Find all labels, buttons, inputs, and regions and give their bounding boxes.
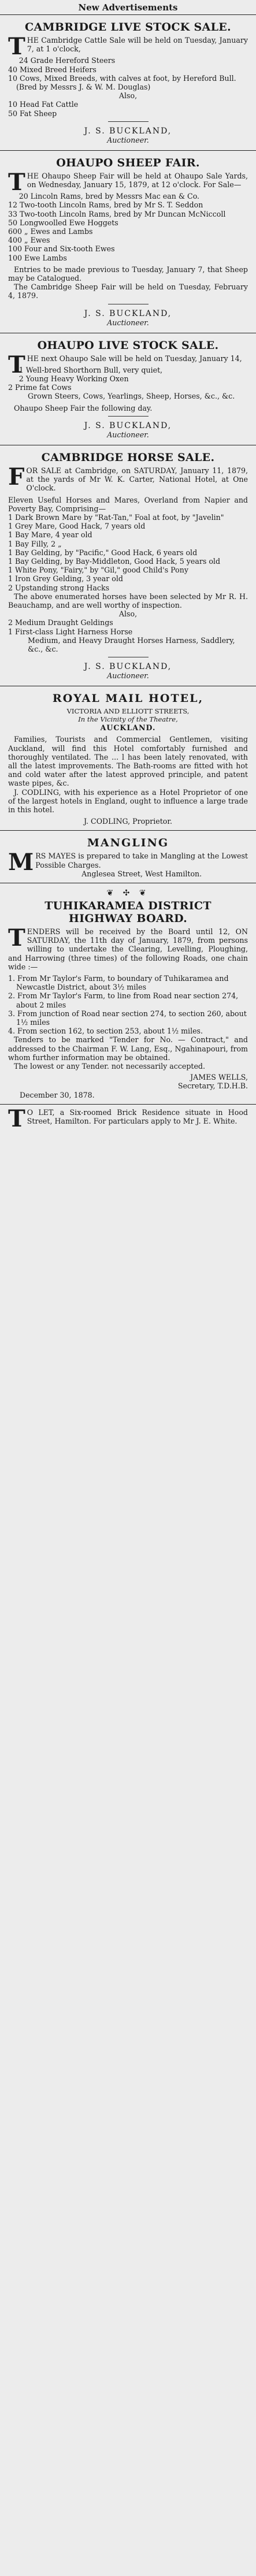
- ad-ohaupo-sheep-fair: [0, 151, 256, 333]
- list-item: 24 Grade Hereford Steers: [18, 56, 116, 65]
- secretary-role: Secretary, T.D.H.B.: [177, 1081, 248, 1091]
- ad-date: December 30, 1878.: [20, 1090, 95, 1099]
- list-item: 2 Upstanding strong Hacks: [8, 583, 110, 592]
- list-item: 400 „ Ewes: [8, 236, 50, 245]
- ad-to-let: [0, 1105, 256, 1130]
- auctioneer-role: Auctioneer.: [107, 318, 149, 327]
- hotel-vicinity: In the Vicinity of the Theatre,: [78, 715, 178, 724]
- ad-intro: HE Cambridge Cattle Sale will be held on Tuesday, January 7, at 1 o'clock,: [27, 36, 248, 54]
- list-item: 50 Fat Sheep: [8, 109, 57, 118]
- list-item: 1 Bay Filly, 2 „: [8, 539, 62, 548]
- ad-royal-mail-hotel: [0, 686, 256, 831]
- secretary-name: JAMES WELLS,: [190, 1073, 248, 1082]
- proprietor-signature: J. CODLING, Proprietor.: [83, 817, 173, 826]
- ad-intro: HE next Ohaupo Sale will be held on Tuesday, January 14,: [27, 354, 242, 363]
- list-item: Medium, and Heavy Draught Horses Harness, Saddlery, &c., &c.: [28, 635, 235, 653]
- list-item: 1 First-class Light Harness Horse: [8, 627, 133, 636]
- ad-intro: HE Ohaupo Sheep Fair will be held at Ohaupo Sale Yards, on Wednesday, January 15, 1879, at 12 o'clock. For Sale—: [27, 171, 248, 189]
- list-item: 1 Well-bred Shorthorn Bull, very quiet,: [18, 365, 163, 374]
- ad-intro: ENDERS will be received by the Board until 12, ON SATURDAY, the 11th day of January, 1879, from persons willing to undertake the Clearing, Levelling, Ploughing, and Harrowing (three times) of the following Roads, one chain wide :—: [8, 927, 248, 971]
- list-item: 100 Four and Six-tooth Ewes: [8, 244, 115, 254]
- ad-title: TUHIKARAMEA DISTRICT: [44, 899, 212, 912]
- ad-paragraph: The Cambridge Sheep Fair will be held on Tuesday, February 4, 1879.: [8, 282, 248, 300]
- ad-paragraph: Tenders to be marked "Tender for No. — Contract," and addressed to the Chairman F. W. Lang, Esq., Ngahinapouri, from whom further information may be obtained.: [8, 1035, 248, 1062]
- drop-cap: F: [8, 463, 25, 490]
- auctioneer-name: J. S. BUCKLAND,: [84, 421, 172, 430]
- drop-cap: T: [8, 1105, 25, 1132]
- ornament-icon: ❦ ✣ ❦: [106, 889, 150, 898]
- list-item: 2. From Mr Taylor's Farm, to line from Road near section 274, about 2 miles: [8, 991, 239, 1009]
- ad-intro: O LET, a Six-roomed Brick Residence situate in Hood Street, Hamilton. For particulars apply to Mr J. E. White.: [27, 1107, 248, 1126]
- hotel-city: AUCKLAND.: [100, 723, 156, 733]
- ad-title: ROYAL MAIL HOTEL,: [52, 692, 204, 705]
- list-item: 10 Cows, Mixed Breeds, with calves at foot, by Hereford Bull. (Bred by Messrs J. & W. M. Douglas): [8, 73, 236, 92]
- ad-paragraph: The above enumerated horses have been selected by Mr R. H. Beauchamp, and are well worthy of inspection.: [8, 592, 248, 609]
- divider: [108, 121, 149, 122]
- address: Anglesea Street, West Hamilton.: [81, 869, 202, 878]
- also-label: Also,: [118, 91, 138, 101]
- list-item: 12 Two-tooth Lincoln Rams, bred by Mr S. T. Seddon: [8, 200, 203, 210]
- ad-subtitle: HIGHWAY BOARD.: [68, 912, 188, 925]
- ad-cambridge-live-stock: [0, 15, 256, 151]
- auctioneer-name: J. S. BUCKLAND,: [84, 126, 172, 136]
- ad-title: CAMBRIDGE HORSE SALE.: [41, 451, 215, 464]
- list-item: 100 Ewe Lambs: [8, 253, 67, 262]
- drop-cap: T: [8, 924, 25, 951]
- list-item: 1 Iron Grey Gelding, 3 year old: [8, 574, 123, 583]
- list-item: 33 Two-tooth Lincoln Rams, bred by Mr Duncan McNiccoll: [8, 209, 226, 218]
- drop-cap: M: [8, 849, 34, 876]
- drop-cap: T: [8, 168, 25, 196]
- ad-paragraph: Ohaupo Sheep Fair the following day.: [14, 403, 153, 412]
- list-item: 4. From section 162, to section 253, about 1½ miles.: [8, 1027, 203, 1036]
- ad-paragraph: The lowest or any Tender. not necessarily accepted.: [14, 1062, 205, 1071]
- also-label: Also,: [118, 609, 138, 619]
- list-item: 600 „ Ewes and Lambs: [8, 227, 93, 236]
- list-item: 1 Bay Gelding, by "Pacific," Good Hack, 6 years old: [8, 548, 198, 557]
- ad-paragraph: Eleven Useful Horses and Mares, Overland from Napier and Poverty Bay, Comprising—: [8, 495, 248, 513]
- ad-intro: OR SALE at Cambridge, on SATURDAY, January 11, 1879, at the yards of Mr W. K. Carter, National Hotel, at One O'clock.: [26, 466, 248, 493]
- section-heading: New Advertisements: [0, 0, 256, 15]
- ad-intro: RS MAYES is prepared to take in Mangling at the Lowest Possible Charges.: [35, 852, 248, 869]
- drop-cap: T: [8, 33, 25, 60]
- list-item: 10 Head Fat Cattle: [8, 100, 79, 109]
- list-item: 1 Dark Brown Mare by "Rat-Tan," Foal at foot, by "Javelin": [8, 512, 224, 522]
- auctioneer-role: Auctioneer.: [107, 430, 149, 439]
- list-item: Grown Steers, Cows, Yearlings, Sheep, Horses, &c., &c.: [28, 392, 235, 401]
- divider: [108, 416, 149, 417]
- ad-highway-board: [0, 883, 256, 1105]
- ad-ohaupo-live-stock: [0, 333, 256, 445]
- drop-cap: T: [8, 351, 25, 378]
- ad-title: MANGLING: [87, 837, 169, 850]
- list-item: 20 Lincoln Rams, bred by Messrs Mac ean & Co.: [18, 192, 200, 201]
- list-item: 1 White Pony, "Fairy," by "Gil," good Child's Pony: [8, 566, 188, 575]
- list-item: 1 Bay Mare, 4 year old: [8, 530, 92, 540]
- list-item: 50 Longwoolled Ewe Hoggets: [8, 218, 118, 227]
- ad-title: OHAUPO LIVE STOCK SALE.: [37, 339, 219, 352]
- list-item: 3. From junction of Road near section 274, to section 260, about 1½ miles: [8, 1009, 247, 1027]
- ad-paragraph: Families, Tourists and Commercial Gentlemen, visiting Auckland, will find this Hotel comfortably furnished and thoroughly ventilated. The ... l has been lately renovated, with all the latest improvements. The Bath-rooms are fitted with hot and cold water after the latest approved principle, and patent waste pipes, &c.: [8, 735, 248, 788]
- ad-mangling: [0, 831, 256, 883]
- auctioneer-role: Auctioneer.: [107, 671, 149, 681]
- auctioneer-name: J. S. BUCKLAND,: [84, 662, 172, 672]
- list-item: 1 Bay Gelding, by Bay-Middleton, Good Hack, 5 years old: [8, 556, 221, 566]
- list-item: 1. From Mr Taylor's Farm, to boundary of Tuhikaramea and Newcastle District, about 3½ miles: [8, 974, 229, 992]
- ad-paragraph: Entries to be made previous to Tuesday, January 7, that Sheep may be Catalogued.: [8, 265, 248, 283]
- list-item: 1 Grey Mare, Good Hack, 7 years old: [8, 522, 146, 531]
- ad-title: OHAUPO SHEEP FAIR.: [56, 156, 200, 169]
- list-item: 2 Medium Draught Geldings: [8, 618, 113, 627]
- ad-paragraph: J. CODLING, with his experience as a Hotel Proprietor of one of the largest hotels in England, ought to influence a large trade in this hotel.: [8, 787, 248, 814]
- advertisements-column: [0, 0, 256, 1130]
- list-item: 40 Mixed Breed Heifers: [8, 65, 97, 74]
- list-item: 2 Young Heavy Working Oxen: [18, 374, 129, 384]
- hotel-streets: VICTORIA AND ELLIOTT STREETS,: [66, 707, 190, 716]
- ad-cambridge-horse-sale: [0, 445, 256, 686]
- list-item: 2 Prime fat Cows: [8, 383, 72, 392]
- auctioneer-name: J. S. BUCKLAND,: [84, 308, 172, 318]
- auctioneer-role: Auctioneer.: [107, 135, 149, 144]
- ad-title: CAMBRIDGE LIVE STOCK SALE.: [25, 21, 231, 34]
